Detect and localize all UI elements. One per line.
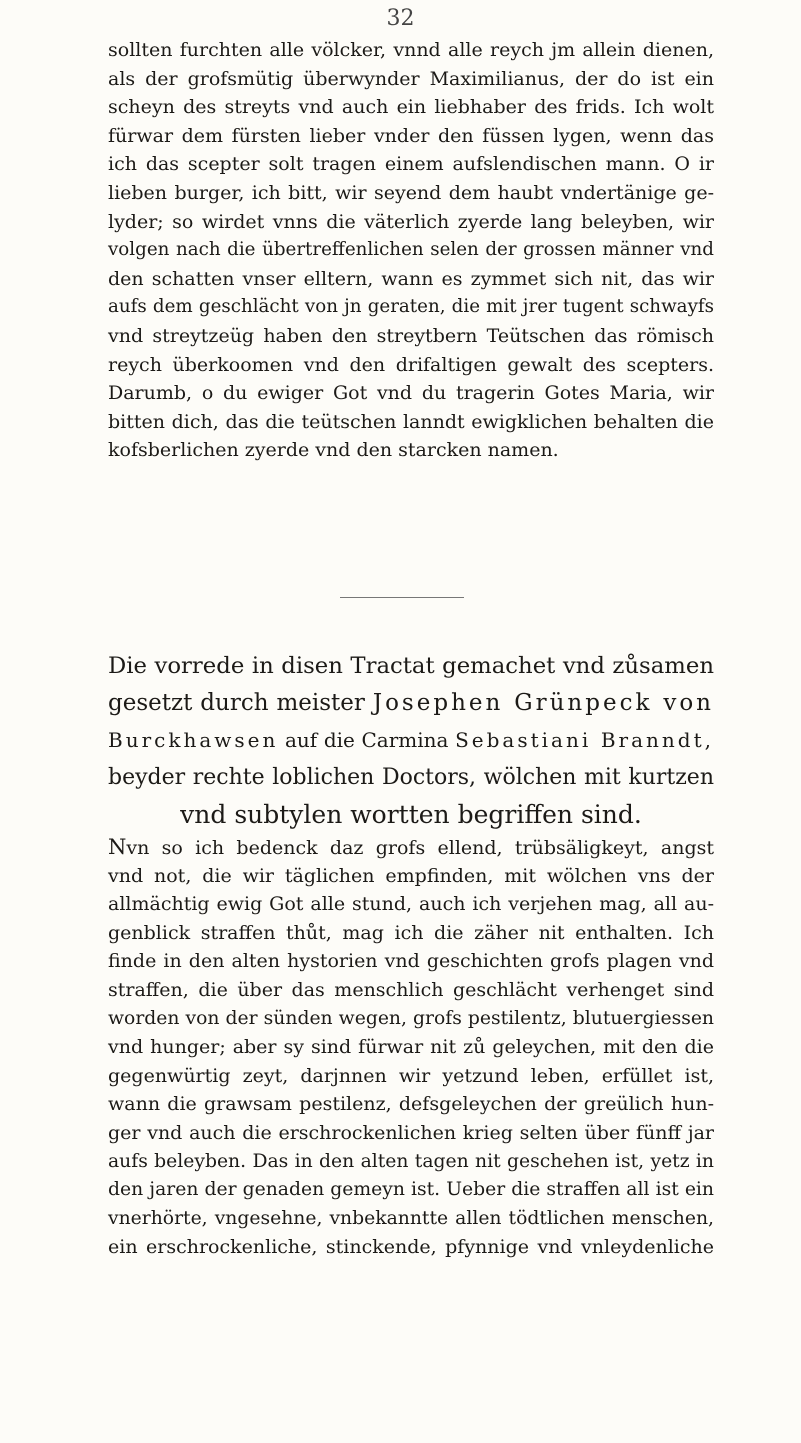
- text-line: straffen, die über das menschlich geschlächt verhenget sind: [108, 978, 714, 1001]
- heading-line: Die vorrede in disen Tractat gemachet vnd zůsamen: [108, 653, 714, 679]
- heading-text: gesetzt durch meister: [108, 690, 365, 716]
- place-name: Burckhawsen: [108, 728, 279, 752]
- text-line: fürwar dem fürsten lieber vnder den füssen lygen, wenn das: [108, 124, 714, 147]
- text-line: volgen nach die übertreffenlichen selen der grossen männer vnd: [108, 239, 714, 261]
- text-line: kofsberlichen zyerde vnd den starcken namen.: [108, 439, 559, 462]
- heading-line: beyder rechte loblichen Doctors, wölchen mit kurtzen: [108, 765, 714, 790]
- text-line: vnerhörte, vngesehne, vnbekanntte allen tödtlichen menschen,: [108, 1207, 714, 1229]
- text-line: vnd not, die wir täglichen empfinden, mit wölchen vns der: [108, 864, 714, 887]
- heading-text: auf die Carmina: [285, 728, 449, 752]
- text-line: scheyn des streyts vnd auch ein liebhaber des frids. Ich wolt: [108, 96, 714, 119]
- text-line: ger vnd auch die erschrockenlichen krieg selten über fünff jar: [108, 1121, 714, 1144]
- poet-name: Sebastiani Branndt,: [455, 728, 714, 752]
- text-line: vnd streytzeüg haben den streytbern Teütschen das römisch: [108, 324, 714, 347]
- text-line: vnd hunger; aber sy sind fürwar nit zů geleychen, mit den die: [108, 1036, 714, 1059]
- text-line: finde in den alten hystorien vnd geschichten grofs plagen vnd: [108, 950, 714, 973]
- text-line: sollten furchten alle völcker, vnnd alle reych jm allein dienen,: [108, 39, 714, 61]
- author-name: Josephen Grünpeck von: [372, 690, 714, 716]
- text-line: ein erschrockenliche, stinckende, pfynnige vnd vnleydenliche: [108, 1236, 714, 1259]
- first-line-text: vn so ich bedenck daz grofs ellend, trübsäligkeyt, angst: [126, 837, 714, 859]
- text-line: Darumb, o du ewiger Got vnd du tragerin Gotes Maria, wir: [108, 382, 714, 405]
- text-line: bitten dich, das die teütschen lanndt ewigklichen behalten die: [108, 410, 714, 433]
- text-line: wann die grawsam pestilenz, defsgeleychen der greülich hun-: [108, 1093, 714, 1116]
- text-line: worden von der sünden wegen, grofs pestilentz, blutuergiessen: [108, 1007, 714, 1029]
- text-line: [108, 833, 714, 862]
- paragraph-1: [108, 36, 714, 465]
- heading-line: vnd subtylen wortten begriffen sind.: [180, 800, 642, 829]
- heading-line: [108, 722, 714, 759]
- paragraph-2: [108, 833, 714, 1262]
- text-line: genblick straffen thůt, mag ich die zäher nit enthalten. Ich: [108, 921, 714, 944]
- text-line: lieben burger, ich bitt, wir seyend dem haubt vndertänige ge-: [108, 181, 714, 204]
- text-line: allmächtig ewig Got alle stund, auch ich verjehen mag, all au-: [108, 893, 714, 916]
- text-line: ich das scepter solt tragen einem aufslendischen mann. O ir: [108, 153, 714, 176]
- text-line: den schatten vnser elltern, wann es zymmet sich nit, das wir: [108, 267, 714, 290]
- text-line: den jaren der genaden gemeyn ist. Ueber die straffen all ist ein: [108, 1179, 714, 1201]
- section-heading: [108, 648, 714, 833]
- section-divider: [340, 597, 464, 598]
- text-line: gegenwürtig zeyt, darjnnen wir yetzund leben, erfüllet ist,: [108, 1064, 714, 1087]
- text-line: als der grofsmütig überwynder Maximilianus, der do ist ein: [108, 67, 714, 90]
- text-line: reych überkoomen vnd den drifaltigen gewalt des scepters.: [108, 353, 714, 376]
- text-line: lyder; so wirdet vnns die väterlich zyerde lang beleyben, wir: [108, 210, 714, 233]
- initial-letter: N: [108, 835, 127, 859]
- heading-line: [108, 685, 714, 722]
- text-line: aufs beleyben. Das in den alten tagen nit geschehen ist, yetz in: [108, 1150, 714, 1172]
- page-number: 32: [386, 6, 415, 31]
- text-line: aufs dem geschlächt von jn geraten, die mit jrer tugent schwayfs: [108, 296, 714, 318]
